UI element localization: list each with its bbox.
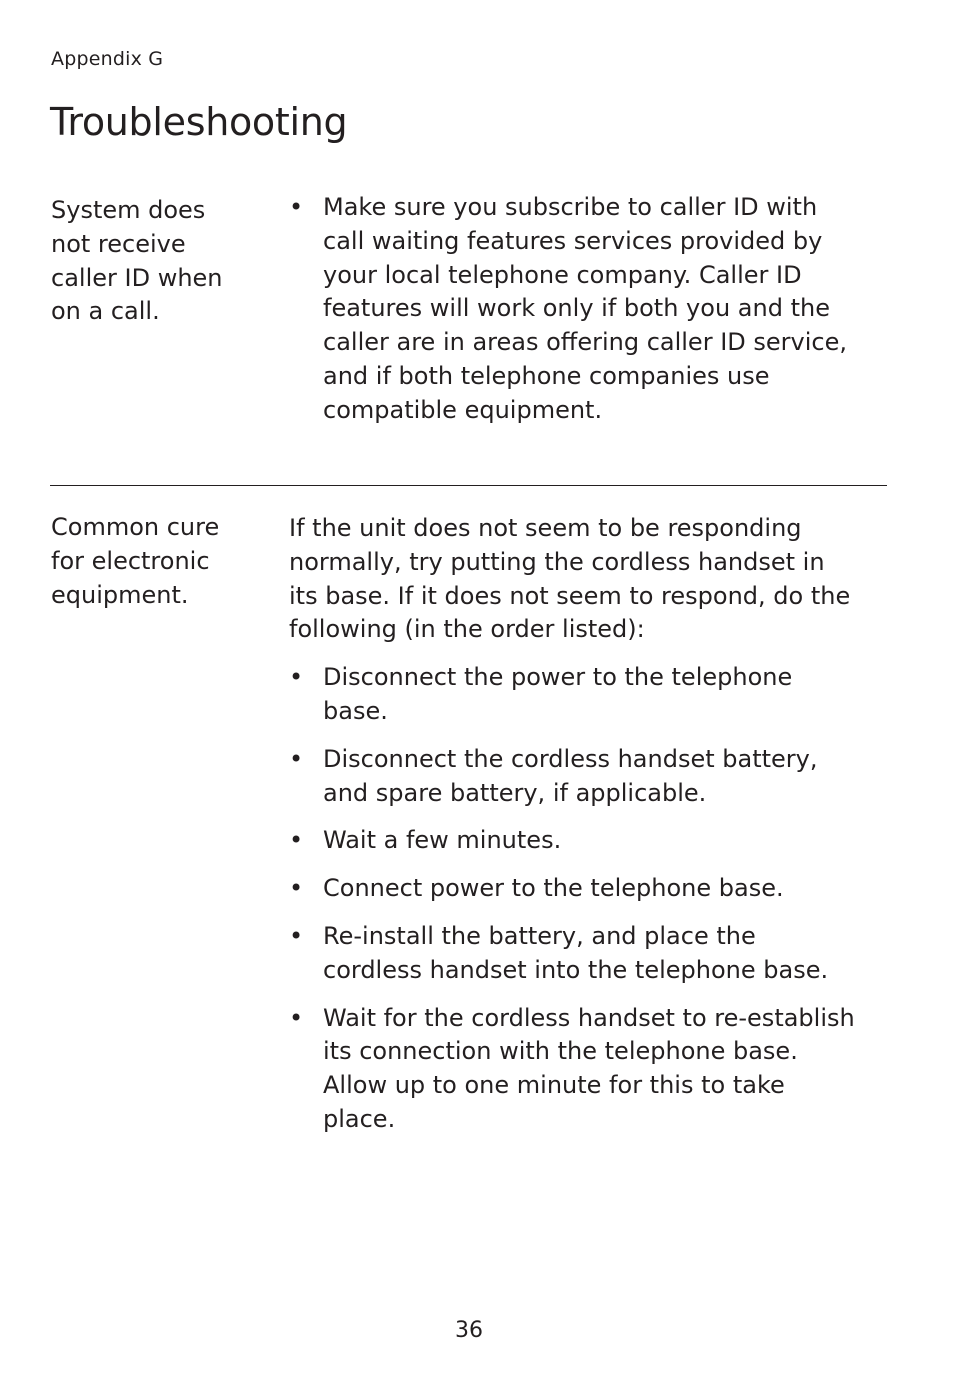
solution-caller-id bbox=[289, 191, 889, 442]
page-number: 36 bbox=[455, 1318, 483, 1343]
solution-common-cure bbox=[289, 512, 889, 1151]
bullet-text: Disconnect the power to the telephone base. bbox=[323, 663, 793, 725]
solution-bullet bbox=[289, 920, 889, 988]
solution-bullet bbox=[289, 872, 889, 906]
bullet-text: Wait for the cordless handset to re-establish its connection with the telephone base. Allow up to one minute for this to take place. bbox=[323, 1003, 855, 1133]
bullet-icon: • bbox=[289, 921, 304, 950]
bullet-text: Connect power to the telephone base. bbox=[323, 874, 784, 903]
bullet-text: Disconnect the cordless handset battery, and spare battery, if applicable. bbox=[323, 744, 818, 807]
solution-bullet bbox=[289, 743, 889, 811]
page-title: Troubleshooting bbox=[50, 100, 348, 144]
solution-bullet bbox=[289, 191, 889, 428]
problem-label-common-cure: Common cure for electronic equipment. bbox=[51, 513, 220, 609]
section-divider bbox=[50, 485, 887, 486]
solution-bullet bbox=[289, 824, 889, 858]
bullet-text: Wait a few minutes. bbox=[323, 826, 562, 855]
bullet-icon: • bbox=[289, 1003, 304, 1032]
bullet-icon: • bbox=[289, 744, 304, 773]
problem-label-caller-id: System does not receive caller ID when on a call. bbox=[51, 196, 223, 326]
bullet-icon: • bbox=[289, 826, 304, 855]
bullet-text: Make sure you subscribe to caller ID with call waiting features services provided by your local telephone company. Caller ID features will work only if both you and the caller are in areas offering caller ID service, and if both telephone companies use compatible equipment. bbox=[323, 193, 847, 424]
bullet-icon: • bbox=[289, 193, 304, 221]
solution-intro: If the unit does not seem to be responding normally, try putting the cordless handset in its base. If it does not seem to respond, do the following (in the order listed): bbox=[289, 514, 851, 644]
bullet-icon: • bbox=[289, 874, 304, 903]
solution-list bbox=[289, 661, 889, 1137]
bullet-text: Re-install the battery, and place the cordless handset into the telephone base. bbox=[323, 921, 829, 984]
solution-list bbox=[289, 191, 889, 428]
solution-bullet bbox=[289, 661, 889, 729]
running-header: Appendix G bbox=[51, 48, 164, 70]
bullet-icon: • bbox=[289, 663, 304, 692]
solution-bullet bbox=[289, 1002, 889, 1137]
